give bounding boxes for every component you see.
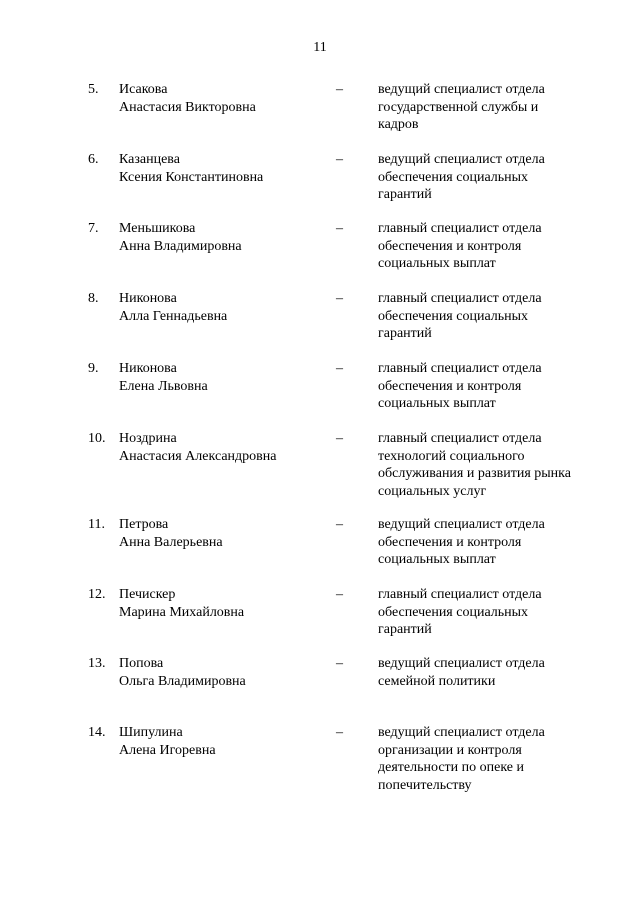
position-description xyxy=(378,516,618,569)
dash: – xyxy=(336,82,343,97)
description-line: организации и контроля xyxy=(378,742,522,758)
dash: – xyxy=(336,517,343,532)
given-names: Анастасия Александровна xyxy=(119,448,277,464)
position-description xyxy=(378,655,618,690)
description-line: ведущий специалист отдела xyxy=(378,82,545,97)
description-line: ведущий специалист отдела xyxy=(378,152,545,167)
surname: Никонова xyxy=(119,291,177,306)
dash: – xyxy=(336,152,343,167)
person-name xyxy=(119,360,329,395)
description-line: главный специалист отдела xyxy=(378,587,542,602)
item-number: 10. xyxy=(88,431,106,446)
description-line: обслуживания и развития рынка xyxy=(378,466,571,481)
person-name xyxy=(119,655,329,690)
description-line: обеспечения и контроля xyxy=(378,378,522,394)
description-line: гарантий xyxy=(378,622,432,637)
description-line: главный специалист отдела xyxy=(378,361,542,376)
description-line: обеспечения и контроля xyxy=(378,534,522,550)
position-description xyxy=(378,81,618,134)
description-line: социальных услуг xyxy=(378,483,487,499)
description-line: попечительству xyxy=(378,777,472,793)
surname: Печискер xyxy=(119,587,176,602)
given-names: Ксения Константиновна xyxy=(119,169,264,185)
surname: Казанцева xyxy=(119,152,180,167)
dash: – xyxy=(336,656,343,671)
surname: Меньшикова xyxy=(119,221,196,236)
dash: – xyxy=(336,431,343,446)
item-number: 11. xyxy=(88,517,105,532)
description-line: главный специалист отдела xyxy=(378,221,542,236)
description-line: главный специалист отдела xyxy=(378,291,542,306)
person-name xyxy=(119,724,329,759)
description-line: гарантий xyxy=(378,326,432,341)
surname: Попова xyxy=(119,656,164,671)
description-line: социальных выплат xyxy=(378,552,496,567)
position-description xyxy=(378,151,618,204)
position-description xyxy=(378,724,618,794)
position-description xyxy=(378,430,618,500)
description-line: государственной службы и xyxy=(378,99,539,115)
item-number: 6. xyxy=(88,152,99,167)
person-name xyxy=(119,430,329,465)
given-names: Алена Игоревна xyxy=(119,742,216,758)
position-description xyxy=(378,290,618,343)
position-description xyxy=(378,360,618,413)
position-description xyxy=(378,220,618,273)
surname: Петрова xyxy=(119,517,169,532)
item-number: 12. xyxy=(88,587,106,602)
dash: – xyxy=(336,587,343,602)
item-number: 5. xyxy=(88,82,99,97)
item-number: 9. xyxy=(88,361,99,376)
surname: Шипулина xyxy=(119,725,183,740)
given-names: Анастасия Викторовна xyxy=(119,99,256,115)
person-name xyxy=(119,151,329,186)
person-name xyxy=(119,516,329,551)
description-line: обеспечения социальных xyxy=(378,308,529,324)
description-line: деятельности по опеке и xyxy=(378,760,525,775)
description-line: социальных выплат xyxy=(378,256,496,271)
description-line: технологий социального xyxy=(378,448,525,464)
description-line: обеспечения социальных xyxy=(378,169,529,185)
surname: Ноздрина xyxy=(119,431,177,446)
description-line: ведущий специалист отдела xyxy=(378,517,545,532)
person-name xyxy=(119,586,329,621)
given-names: Ольга Владимировна xyxy=(119,673,246,689)
description-line: социальных выплат xyxy=(378,396,496,411)
dash: – xyxy=(336,361,343,376)
person-name xyxy=(119,220,329,255)
description-line: гарантий xyxy=(378,187,432,202)
item-number: 8. xyxy=(88,291,99,306)
surname: Никонова xyxy=(119,361,177,376)
description-line: обеспечения социальных xyxy=(378,604,529,620)
given-names: Марина Михайловна xyxy=(119,604,245,620)
description-line: главный специалист отдела xyxy=(378,431,542,446)
item-number: 7. xyxy=(88,221,99,236)
item-number: 14. xyxy=(88,725,106,740)
page-number: 11 xyxy=(313,40,327,55)
given-names: Алла Геннадьевна xyxy=(119,308,228,324)
given-names: Анна Владимировна xyxy=(119,238,242,254)
description-line: кадров xyxy=(378,117,419,132)
description-line: ведущий специалист отдела xyxy=(378,656,545,671)
dash: – xyxy=(336,725,343,740)
description-line: ведущий специалист отдела xyxy=(378,725,545,740)
person-name xyxy=(119,81,329,116)
given-names: Елена Львовна xyxy=(119,378,208,394)
person-name xyxy=(119,290,329,325)
surname: Исакова xyxy=(119,82,168,97)
description-line: обеспечения и контроля xyxy=(378,238,522,254)
description-line: семейной политики xyxy=(378,673,496,689)
item-number: 13. xyxy=(88,656,106,671)
dash: – xyxy=(336,221,343,236)
position-description xyxy=(378,586,618,639)
given-names: Анна Валерьевна xyxy=(119,534,223,550)
dash: – xyxy=(336,291,343,306)
